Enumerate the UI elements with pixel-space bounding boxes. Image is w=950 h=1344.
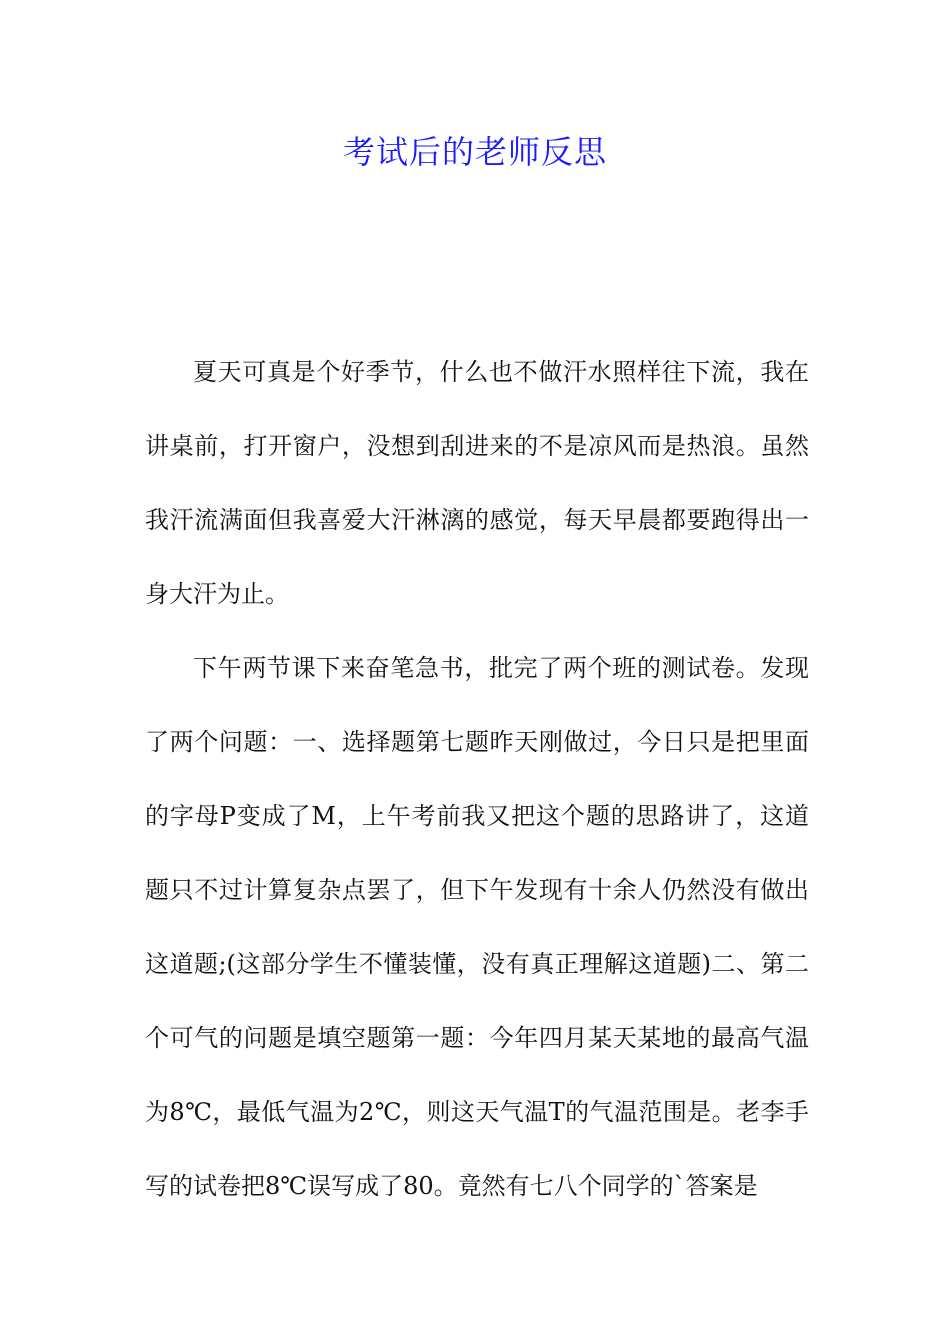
document-body [145, 335, 809, 1223]
paragraph: 夏天可真是个好季节，什么也不做汗水照样往下流，我在讲桌前，打开窗户，没想到刮进来的不是凉风而是热浪。虽然我汗流满面但我喜爱大汗淋漓的感觉，每天早晨都要跑得出一身大汗为止。 [145, 358, 809, 608]
document-title: 考试后的老师反思 [342, 133, 607, 171]
paragraph: 下午两节课下来奋笔急书，批完了两个班的测试卷。发现了两个问题：一、选择题第七题昨天刚做过，今日只是把里面的字母P变成了M，上午考前我又把这个题的思路讲了，这道题只不过计算复杂点罢了，但下午发现有十余人仍然没有做出这道题;(这部分学生不懂装懂，没有真正理解这道题)二、第二个可气的问题是填空题第一题：今年四月某天某地的最高气温为8℃，最低气温为2℃，则这天气温T的气温范围是。老李手写的试卷把8℃误写成了80。竟然有七八个同学的`答案是 [145, 654, 809, 1200]
